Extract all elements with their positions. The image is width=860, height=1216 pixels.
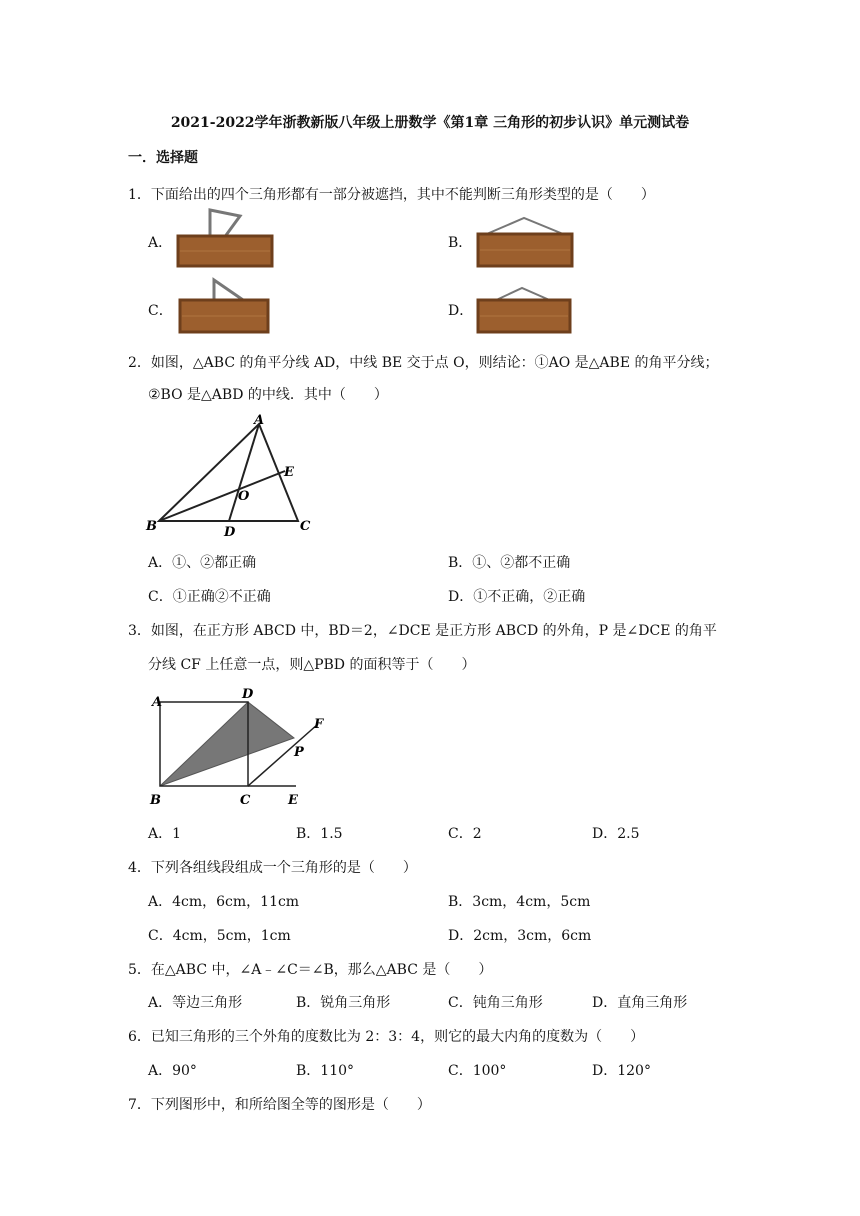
q3-label-c: C bbox=[240, 793, 251, 808]
q3-option-c[interactable]: C．2 bbox=[448, 826, 482, 842]
q3-label-d: D bbox=[242, 687, 254, 702]
q5-option-d[interactable]: D．直角三角形 bbox=[592, 995, 688, 1011]
question-6-text: 6．已知三角形的三个外角的度数比为 2：3：4，则它的最大内角的度数为（ ） bbox=[128, 1029, 645, 1045]
q4-option-c[interactable]: C．4cm，5cm，1cm bbox=[148, 928, 291, 944]
question-7-text: 7．下列图形中，和所给图全等的图形是（ ） bbox=[128, 1097, 431, 1113]
q1-option-c-figure bbox=[178, 276, 278, 336]
question-5-text: 5．在△ABC 中，∠A﹣∠C＝∠B，那么△ABC 是（ ） bbox=[128, 962, 493, 978]
q3-option-d[interactable]: D．2.5 bbox=[592, 826, 640, 842]
q2-label-d: D bbox=[224, 525, 236, 540]
question-1-text: 1．下面给出的四个三角形都有一部分被遮挡，其中不能判断三角形类型的是（ ） bbox=[128, 187, 655, 203]
q2-label-a: A bbox=[254, 413, 265, 428]
q5-option-b[interactable]: B．锐角三角形 bbox=[296, 995, 391, 1011]
q2-option-b[interactable]: B．①、②都不正确 bbox=[448, 555, 571, 571]
section-heading: 一．选择题 bbox=[128, 150, 198, 166]
q1-option-d-figure bbox=[476, 284, 576, 336]
q2-option-d[interactable]: D．①不正确，②正确 bbox=[448, 589, 586, 605]
q2-label-e: E bbox=[284, 465, 294, 480]
q6-option-c[interactable]: C．100° bbox=[448, 1063, 507, 1079]
q2-label-c: C bbox=[300, 519, 311, 534]
q6-option-a[interactable]: A．90° bbox=[148, 1063, 197, 1079]
q5-option-a[interactable]: A．等边三角形 bbox=[148, 995, 243, 1011]
q2-option-a[interactable]: A．①、②都正确 bbox=[148, 555, 257, 571]
question-3-line-1: 3．如图，在正方形 ABCD 中，BD＝2，∠DCE 是正方形 ABCD 的外角，P 是∠DCE 的角平 bbox=[128, 623, 717, 639]
q1-option-a-label[interactable]: A． bbox=[148, 235, 173, 251]
q4-option-d[interactable]: D．2cm，3cm，6cm bbox=[448, 928, 592, 944]
q2-label-b: B bbox=[146, 519, 157, 534]
q2-triangle-figure bbox=[140, 410, 330, 544]
question-2-line-1: 2．如图，△ABC 的角平分线 AD，中线 BE 交于点 O，则结论：①AO 是△ABE 的角平分线； bbox=[128, 355, 719, 371]
question-3-line-2: 分线 CF 上任意一点，则△PBD 的面积等于（ ） bbox=[148, 657, 476, 673]
q4-option-b[interactable]: B．3cm，4cm，5cm bbox=[448, 894, 591, 910]
q3-label-f: F bbox=[314, 717, 324, 732]
page-title: 2021-2022学年浙教新版八年级上册数学《第1章 三角形的初步认识》单元测试卷 bbox=[170, 115, 690, 131]
q5-option-c[interactable]: C．钝角三角形 bbox=[448, 995, 543, 1011]
q1-option-a-figure bbox=[176, 206, 276, 268]
q1-option-d-label[interactable]: D． bbox=[448, 303, 474, 319]
q3-label-p: P bbox=[294, 745, 304, 760]
q1-option-c-label[interactable]: C． bbox=[148, 303, 173, 319]
q1-option-b-label[interactable]: B． bbox=[448, 235, 473, 251]
q6-option-d[interactable]: D．120° bbox=[592, 1063, 651, 1079]
q3-label-e: E bbox=[288, 793, 298, 808]
q3-label-a: A bbox=[152, 695, 163, 710]
q2-label-o: O bbox=[238, 489, 250, 504]
q3-label-b: B bbox=[150, 793, 161, 808]
q2-option-c[interactable]: C．①正确②不正确 bbox=[148, 589, 271, 605]
q3-option-a[interactable]: A．1 bbox=[148, 826, 182, 842]
q1-option-b-figure bbox=[476, 214, 576, 270]
question-2-line-2: ②BO 是△ABD 的中线．其中（ ） bbox=[148, 387, 388, 403]
q3-square-figure bbox=[146, 684, 346, 810]
q3-option-b[interactable]: B．1.5 bbox=[296, 826, 343, 842]
question-4-text: 4．下列各组线段组成一个三角形的是（ ） bbox=[128, 860, 417, 876]
q6-option-b[interactable]: B．110° bbox=[296, 1063, 355, 1079]
q4-option-a[interactable]: A．4cm，6cm，11cm bbox=[148, 894, 300, 910]
